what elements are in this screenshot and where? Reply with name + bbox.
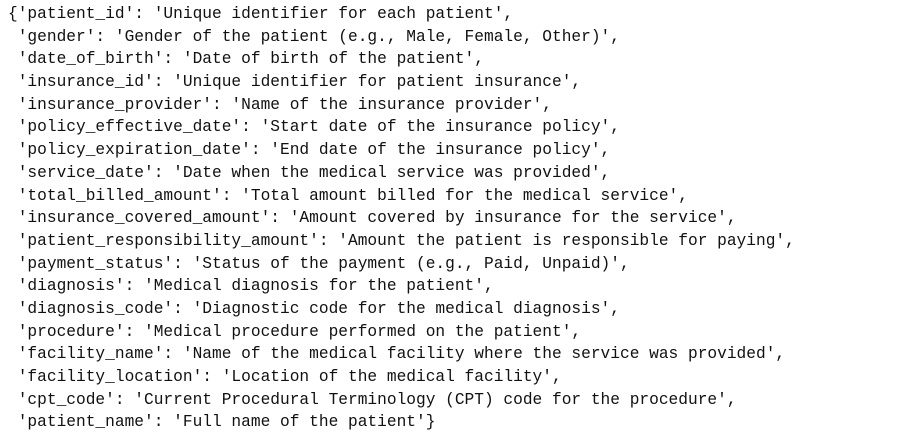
output-line-patient-id: {'patient_id': 'Unique identifier for each patient', [8, 5, 514, 23]
output-line-procedure: 'procedure': 'Medical procedure performed on the patient', [8, 322, 582, 341]
output-line-total-billed-amount: 'total_billed_amount': 'Total amount billed for the medical service', [8, 186, 688, 205]
output-line-patient-responsibility-amount: 'patient_responsibility_amount': 'Amount the patient is responsible for paying', [8, 231, 795, 250]
output-line-gender: 'gender': 'Gender of the patient (e.g., Male, Female, Other)', [8, 27, 620, 46]
output-line-insurance-provider: 'insurance_provider': 'Name of the insurance provider', [8, 95, 552, 114]
output-line-diagnosis-code: 'diagnosis_code': 'Diagnostic code for the medical diagnosis', [8, 299, 620, 318]
output-line-facility-name: 'facility_name': 'Name of the medical facility where the service was provided', [8, 345, 786, 364]
output-line-cpt-code: 'cpt_code': 'Current Procedural Terminology (CPT) code for the procedure', [8, 390, 737, 409]
output-line-policy-effective-date: 'policy_effective_date': 'Start date of the insurance policy', [8, 118, 620, 137]
output-line-patient-name: 'patient_name': 'Full name of the patient'} [8, 413, 436, 432]
code-output-block [8, 3, 919, 435]
output-line-diagnosis: 'diagnosis': 'Medical diagnosis for the patient', [8, 277, 494, 296]
output-line-facility-location: 'facility_location': 'Location of the medical facility', [8, 368, 562, 386]
output-line-date-of-birth: 'date_of_birth': 'Date of birth of the patient', [8, 50, 484, 69]
output-line-payment-status: 'payment_status': 'Status of the payment (e.g., Paid, Unpaid)', [8, 254, 630, 273]
output-line-service-date: 'service_date': 'Date when the medical service was provided', [8, 163, 611, 182]
output-line-insurance-covered-amount: 'insurance_covered_amount': 'Amount covered by insurance for the service', [8, 209, 737, 228]
output-line-policy-expiration-date: 'policy_expiration_date': 'End date of the insurance policy', [8, 141, 611, 160]
output-line-insurance-id: 'insurance_id': 'Unique identifier for patient insurance', [8, 73, 582, 92]
